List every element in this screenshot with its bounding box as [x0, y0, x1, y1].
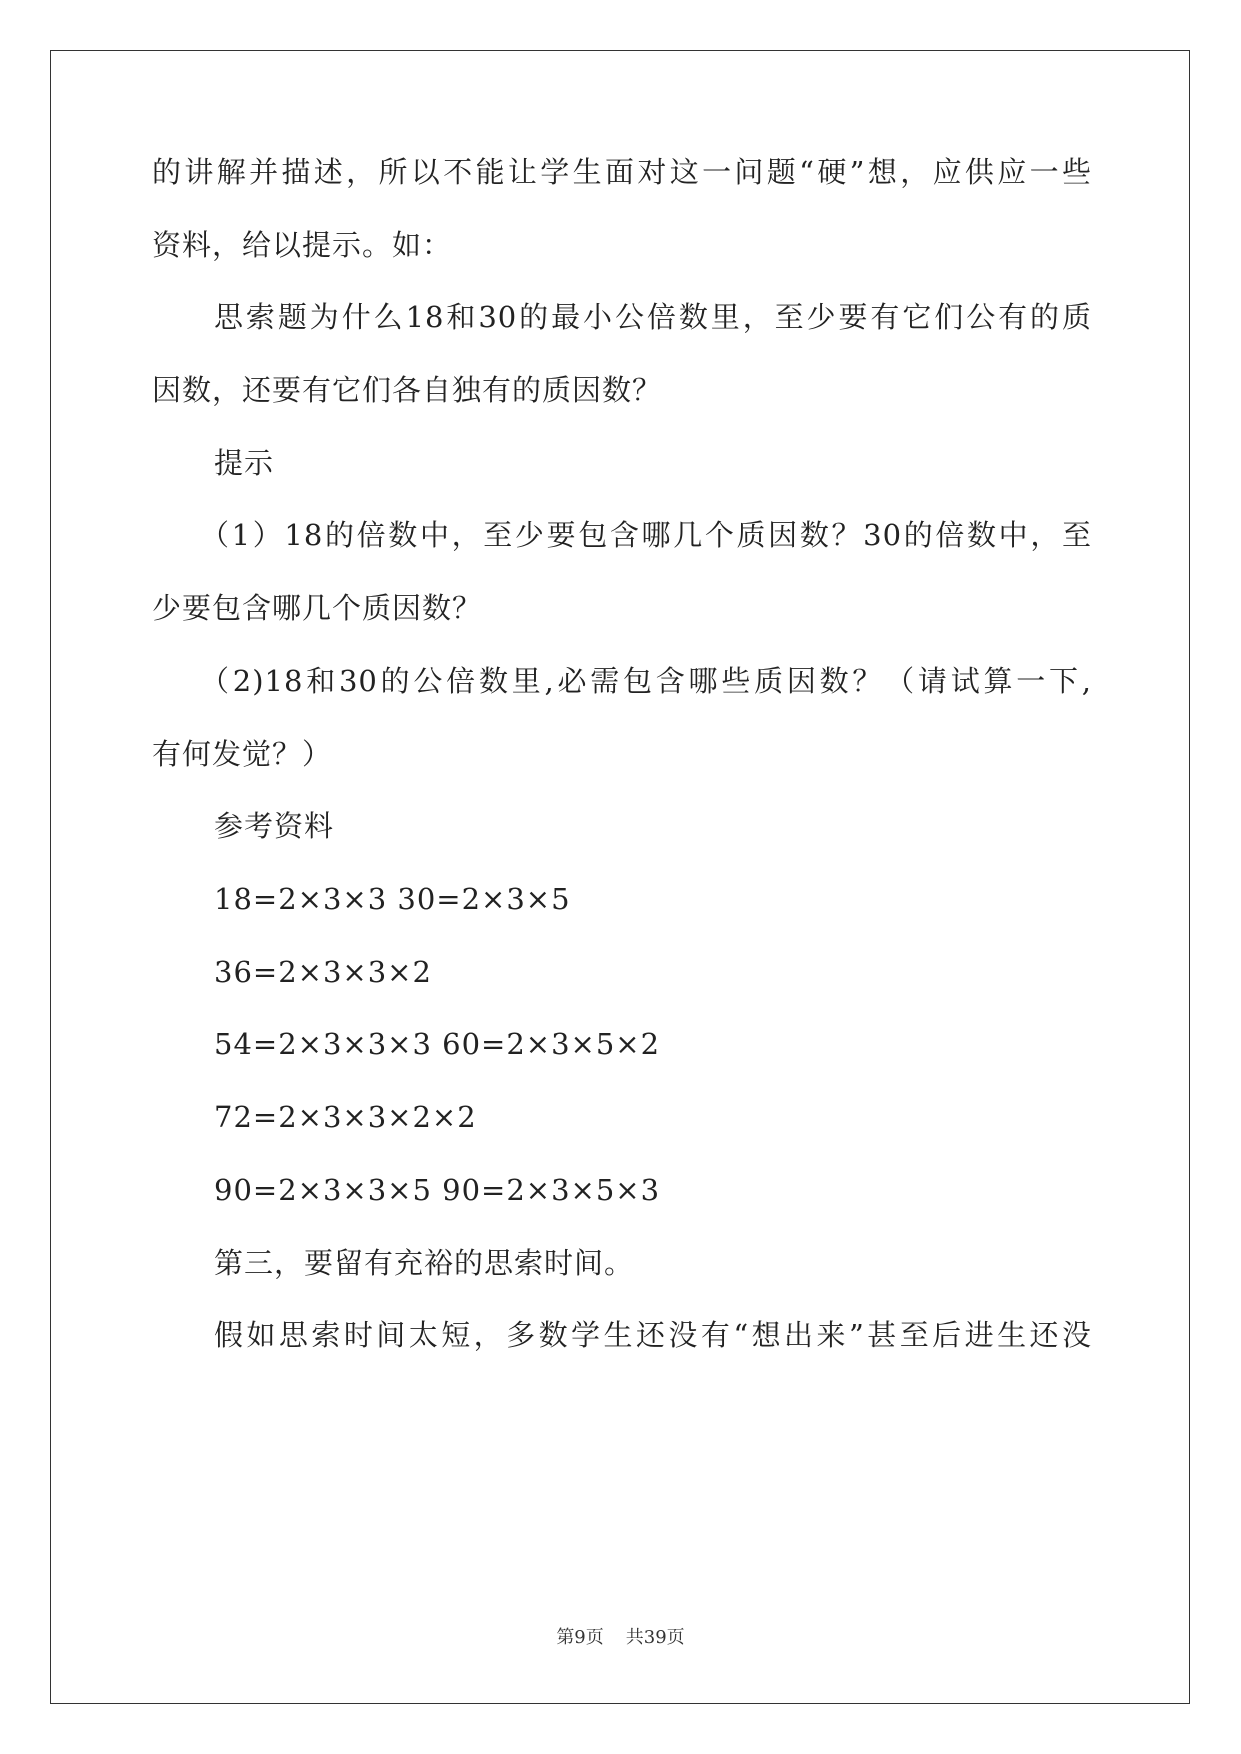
text-line: 思索题为什么18和30的最小公倍数里，至少要有它们公有的质: [214, 300, 1092, 334]
text-line: 有何发觉？）: [152, 737, 333, 771]
text-line: 36=2×3×3×2: [214, 955, 432, 989]
text-line: 72=2×3×3×2×2: [214, 1100, 477, 1134]
text-line: 少要包含哪几个质因数？: [152, 591, 483, 625]
text-line: 的讲解并描述，所以不能让学生面对这一问题“硬”想，应供应一些: [152, 155, 1092, 189]
text-line: 第三，要留有充裕的思索时间。: [214, 1246, 635, 1280]
text-line: （2)18和30的公倍数里,必需包含哪些质因数？（请试算一下,: [200, 664, 1092, 698]
page-number: 第9页: [556, 1627, 604, 1648]
text-line: 参考资料: [214, 809, 335, 843]
text-line: 因数，还要有它们各自独有的质因数？: [152, 373, 663, 407]
text-line: 资料，给以提示。如：: [152, 228, 453, 262]
text-line: （1）18的倍数中，至少要包含哪几个质因数？30的倍数中，至: [200, 518, 1092, 552]
text-line: 提示: [214, 446, 275, 480]
text-line: 54=2×3×3×3 60=2×3×5×2: [214, 1027, 661, 1061]
text-line: 18=2×3×3 30=2×3×5: [214, 882, 571, 916]
page-total: 共39页: [625, 1627, 685, 1648]
page-footer: [0, 1626, 1241, 1650]
text-line: 假如思索时间太短，多数学生还没有“想出来”甚至后进生还没: [214, 1318, 1092, 1352]
text-line: 90=2×3×3×5 90=2×3×5×3: [214, 1173, 661, 1207]
